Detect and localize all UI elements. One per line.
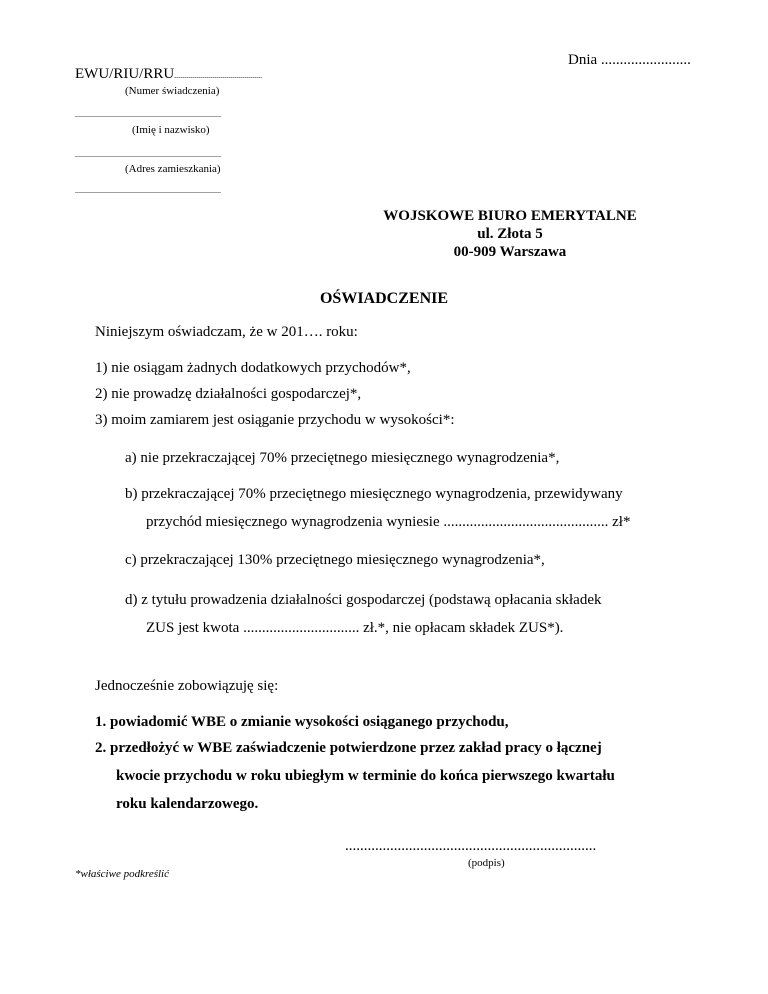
name-caption: (Imię i nazwisko) [132, 124, 210, 136]
list-item-2: 2) nie prowadzę działalności gospodarczej*, [95, 386, 362, 402]
recipient-line-3: 00-909 Warszawa [453, 244, 567, 260]
recipient-line-2: ul. Złota 5 [477, 226, 543, 242]
signature-dots: ................................................................... [345, 838, 597, 854]
recipient-line-1: WOJSKOWE BIURO EMERYTALNE [383, 208, 637, 224]
subitem-d-line-2: ZUS jest kwota ............................... zł.*, nie opłacam składek ZUS*). [146, 620, 564, 636]
signature-caption: (podpis) [468, 857, 505, 869]
list-item-1: 1) nie osiągam żadnych dodatkowych przychodów*, [95, 360, 411, 376]
commitment-2-line-1: 2. przedłożyć w WBE zaświadczenie potwierdzone przez zakład pracy o łącznej [95, 740, 602, 756]
commitment-1: 1. powiadomić WBE o zmianie wysokości osiąganego przychodu, [95, 714, 509, 730]
subitem-d-line-1: d) z tytułu prowadzenia działalności gospodarczej (podstawą opłacania składek [125, 592, 602, 608]
name-dots: ......................................................................... [75, 110, 221, 119]
file-number-dots: ............................................ [174, 71, 263, 80]
commitment-intro: Jednocześnie zobowiązuję się: [95, 678, 279, 694]
commitment-2-line-3: roku kalendarzowego. [116, 796, 259, 812]
file-number-caption: (Numer świadczenia) [125, 85, 220, 97]
intro-text: Niniejszym oświadczam, że w 201…. roku: [95, 324, 358, 340]
address-caption: (Adres zamieszkania) [125, 163, 221, 175]
list-item-3: 3) moim zamiarem jest osiąganie przychodu w wysokości*: [95, 412, 455, 428]
subitem-b-line-2: przychód miesięcznego wynagrodzenia wyniesie ............................................ zł* [146, 514, 631, 530]
address-dots-2: ......................................................................... [75, 186, 221, 195]
commitment-2-line-2: kwocie przychodu w roku ubiegłym w terminie do końca pierwszego kwartału [116, 768, 615, 784]
subitem-a: a) nie przekraczającej 70% przeciętnego miesięcznego wynagrodzenia*, [125, 450, 560, 466]
recipient-block [380, 207, 640, 261]
footnote: *właściwe podkreślić [75, 868, 169, 880]
file-number-prefix: EWU/RIU/RRU [75, 66, 175, 82]
date-field: Dnia ........................ [568, 52, 691, 68]
subitem-b-line-1: b) przekraczającej 70% przeciętnego miesięcznego wynagrodzenia, przewidywany [125, 486, 623, 502]
address-dots: ......................................................................... [75, 150, 221, 159]
document-title: OŚWIADCZENIE [319, 290, 449, 307]
file-number-field [75, 66, 262, 83]
subitem-c: c) przekraczającej 130% przeciętnego miesięcznego wynagrodzenia*, [125, 552, 545, 568]
